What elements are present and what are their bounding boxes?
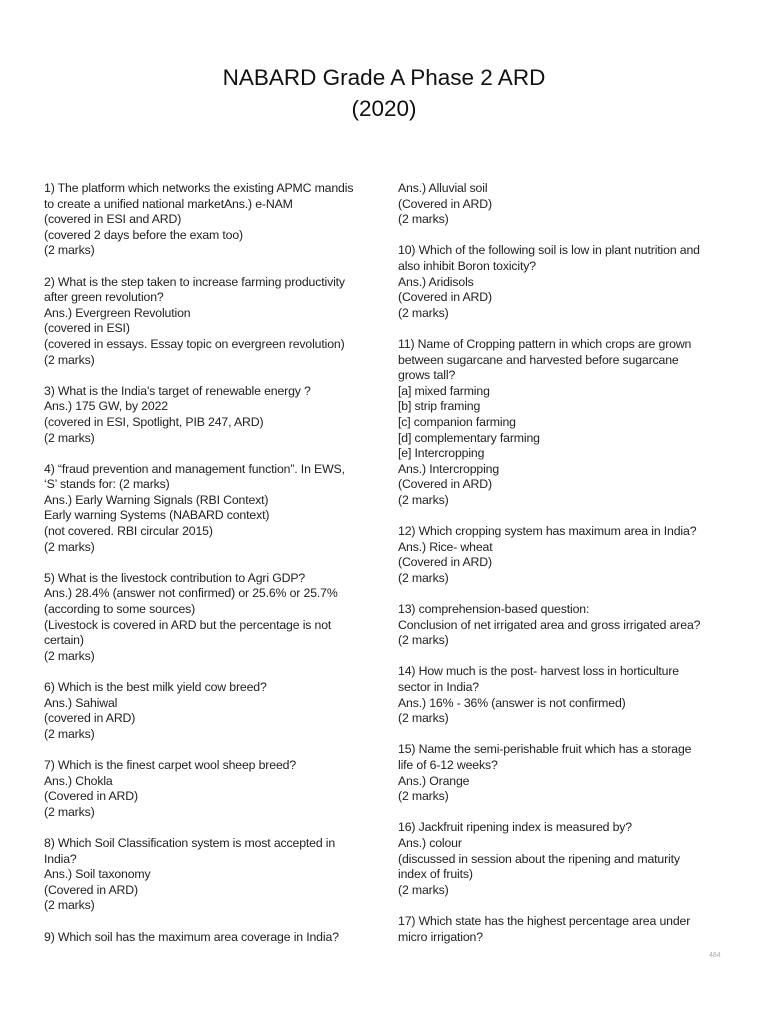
text-line: (2 marks) [398, 711, 449, 726]
question-block [398, 914, 728, 945]
page-title-line-1: NABARD Grade A Phase 2 ARD [222, 65, 546, 90]
question-block [44, 275, 374, 369]
text-line: (Covered in ARD) [44, 882, 138, 897]
question-block [398, 337, 728, 509]
text-line: Ans.) 175 GW, by 2022 [44, 399, 168, 414]
text-line: Ans.) Soil taxonomy [44, 867, 151, 882]
left-column [44, 181, 374, 961]
text-line: between sugarcane and harvested before sugarcane [398, 352, 679, 367]
text-line: (2 marks) [44, 726, 95, 741]
page-title-line-2: (2020) [351, 96, 417, 121]
right-column [398, 181, 728, 961]
question-block [44, 181, 374, 259]
text-line: [c] companion farming [398, 414, 516, 429]
text-line: after green revolution? [44, 290, 164, 305]
question-block [398, 820, 728, 898]
text-line: 4) “fraud prevention and management function”. In EWS, [44, 461, 345, 476]
text-line: life of 6-12 weeks? [398, 757, 498, 772]
text-line: 14) How much is the post- harvest loss in horticulture [398, 664, 679, 679]
text-line: (Covered in ARD) [398, 477, 492, 492]
text-line: 2) What is the step taken to increase farming productivity [44, 274, 345, 289]
text-line: Ans.) Early Warning Signals (RBI Context) [44, 492, 269, 507]
question-block [44, 758, 374, 820]
text-line: 17) Which state has the highest percentage area under [398, 913, 691, 928]
text-line: [a] mixed farming [398, 383, 490, 398]
text-line: 9) Which soil has the maximum area coverage in India? [44, 929, 339, 944]
text-line: (covered in essays. Essay topic on evergreen revolution) [44, 336, 345, 351]
text-line: to create a unified national marketAns.) e-NAM [44, 196, 293, 211]
text-line: (covered in ESI and ARD) [44, 212, 182, 227]
text-line: (Covered in ARD) [398, 555, 492, 570]
text-line: 3) What is the India's target of renewable energy ? [44, 383, 311, 398]
text-line: 10) Which of the following soil is low in plant nutrition and [398, 243, 700, 258]
text-line: 1) The platform which networks the existing APMC mandis [44, 181, 354, 195]
text-line: (covered in ARD) [44, 711, 136, 726]
question-block [44, 571, 374, 665]
text-line: Ans.) Chokla [44, 773, 113, 788]
text-line: (not covered. RBI circular 2015) [44, 524, 213, 539]
text-line: 15) Name the semi-perishable fruit which has a storage [398, 742, 692, 757]
text-line: (2 marks) [44, 648, 95, 663]
text-line: Ans.) 16% - 36% (answer is not confirmed) [398, 695, 626, 710]
text-line: India? [44, 851, 77, 866]
question-block [398, 181, 728, 228]
question-block [398, 524, 728, 586]
text-line: 13) comprehension-based question: [398, 602, 590, 617]
question-block [398, 243, 728, 321]
text-line: (Covered in ARD) [44, 789, 138, 804]
text-line: (according to some sources) [44, 602, 196, 617]
text-line: (2 marks) [44, 430, 95, 445]
question-block [44, 384, 374, 446]
text-line: [e] Intercropping [398, 446, 485, 461]
text-line: Ans.) Rice- wheat [398, 539, 493, 554]
text-line: certain) [44, 633, 84, 648]
text-line: 6) Which is the best milk yield cow breed? [44, 680, 267, 694]
text-line: (covered in ESI, Spotlight, PIB 247, ARD) [44, 414, 264, 429]
text-line: (2 marks) [398, 882, 449, 897]
text-line: Ans.) 28.4% (answer not confirmed) or 25.6% or 25.7% [44, 586, 338, 601]
text-line: Ans.) Evergreen Revolution [44, 305, 191, 320]
text-line: 7) Which is the finest carpet wool sheep breed? [44, 757, 297, 772]
text-line: [b] strip framing [398, 399, 481, 414]
text-line: index of fruits) [398, 867, 473, 882]
text-line: Ans.) Orange [398, 773, 470, 788]
text-line: (2 marks) [398, 570, 449, 585]
text-line: 12) Which cropping system has maximum area in India? [398, 524, 697, 539]
text-line: (covered 2 days before the exam too) [44, 227, 243, 242]
page-number: 484 [709, 952, 721, 959]
question-block [398, 602, 728, 649]
text-line: 16) Jackfruit ripening index is measured by? [398, 820, 632, 835]
text-line: (2 marks) [398, 789, 449, 804]
text-line: 11) Name of Cropping pattern in which crops are grown [398, 336, 692, 351]
text-line: (Covered in ARD) [398, 290, 492, 305]
text-line: Ans.) Alluvial soil [398, 181, 488, 195]
text-line: (2 marks) [398, 212, 449, 227]
text-line: grows tall? [398, 368, 456, 383]
text-line: sector in India? [398, 680, 479, 694]
text-line: Ans.) Intercropping [398, 461, 500, 476]
text-line: (2 marks) [398, 305, 449, 320]
text-line: Early warning Systems (NABARD context) [44, 508, 270, 523]
text-line: Ans.) Aridisols [398, 274, 474, 289]
text-line: (2 marks) [44, 352, 95, 367]
question-block [398, 664, 728, 726]
text-line: (2 marks) [44, 243, 95, 258]
text-line: (2 marks) [398, 633, 449, 648]
question-block [44, 680, 374, 742]
text-line: [d] complementary farming [398, 430, 540, 445]
text-line: ‘S’ stands for: (2 marks) [44, 477, 170, 492]
text-line: Ans.) colour [398, 835, 462, 850]
text-line: (Livestock is covered in ARD but the percentage is not [44, 617, 332, 632]
text-line: 5) What is the livestock contribution to Agri GDP? [44, 570, 306, 585]
question-block [44, 836, 374, 914]
text-line: (2 marks) [44, 804, 95, 819]
question-block [398, 742, 728, 804]
text-line: (discussed in session about the ripening and maturity [398, 851, 680, 866]
text-line: (2 marks) [44, 539, 95, 554]
text-line: (Covered in ARD) [398, 196, 492, 211]
text-line: (2 marks) [398, 492, 449, 507]
question-block [44, 462, 374, 556]
page-title [0, 62, 768, 124]
question-block [44, 930, 374, 946]
text-line: also inhibit Boron toxicity? [398, 258, 536, 273]
text-line: Ans.) Sahiwal [44, 695, 118, 710]
text-line: 8) Which Soil Classification system is most accepted in [44, 835, 336, 850]
text-line: (covered in ESI) [44, 321, 130, 336]
text-line: (2 marks) [44, 898, 95, 913]
text-line: micro irrigation? [398, 929, 483, 944]
text-line: Conclusion of net irrigated area and gross irrigated area? [398, 617, 701, 632]
